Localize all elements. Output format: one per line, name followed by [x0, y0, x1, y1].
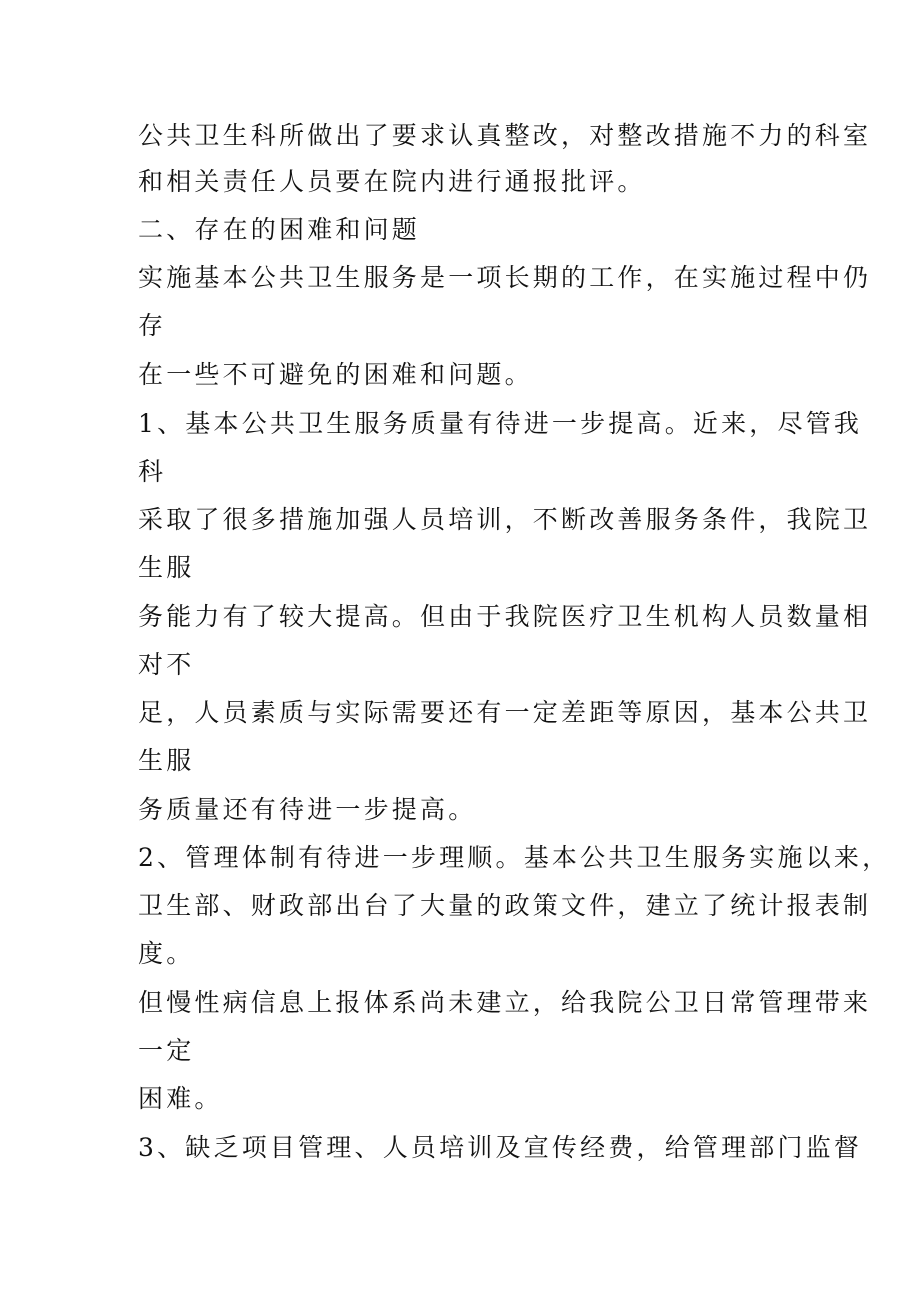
text-line: 一定 — [138, 1036, 195, 1065]
text-line: 困难。 — [138, 1084, 223, 1113]
text-line: 实施基本公共卫生服务是一项长期的工作，在实施过程中仍 — [138, 263, 872, 292]
text-line: 公共卫生科所做出了要求认真整改，对整改措施不力的科室 — [138, 121, 872, 150]
text-line: 足，人员素质与实际需要还有一定差距等原因，基本公共卫 — [138, 698, 872, 727]
text-line: 存 — [138, 311, 167, 340]
text-line: 对不 — [138, 650, 195, 679]
text-line: 务能力有了较大提高。但由于我院医疗卫生机构人员数量相 — [138, 602, 872, 631]
text-line: 采取了很多措施加强人员培训，不断改善服务条件，我院卫 — [138, 505, 872, 534]
section-heading: 二、存在的困难和问题 — [138, 215, 421, 244]
text-line: 3、缺乏项目管理、人员培训及宣传经费，给管理部门监督 — [138, 1133, 863, 1162]
text-line: 和相关责任人员要在院内进行通报批评。 — [138, 167, 646, 196]
text-line: 务质量还有待进一步提高。 — [138, 795, 477, 824]
text-line: 卫生部、财政部出台了大量的政策文件，建立了统计报表制 — [138, 891, 872, 920]
text-line: 但慢性病信息上报体系尚未建立，给我院公卫日常管理带来 — [138, 988, 872, 1017]
text-line: 科 — [138, 457, 167, 486]
text-line: 度。 — [138, 939, 195, 968]
text-line: 1、基本公共卫生服务质量有待进一步提高。近来，尽管我 — [138, 409, 863, 438]
text-line: 2、管理体制有待进一步理顺。基本公共卫生服务实施以来， — [138, 843, 891, 872]
text-line: 生服 — [138, 746, 195, 775]
text-line: 在一些不可避免的困难和问题。 — [138, 360, 533, 389]
text-line: 生服 — [138, 553, 195, 582]
